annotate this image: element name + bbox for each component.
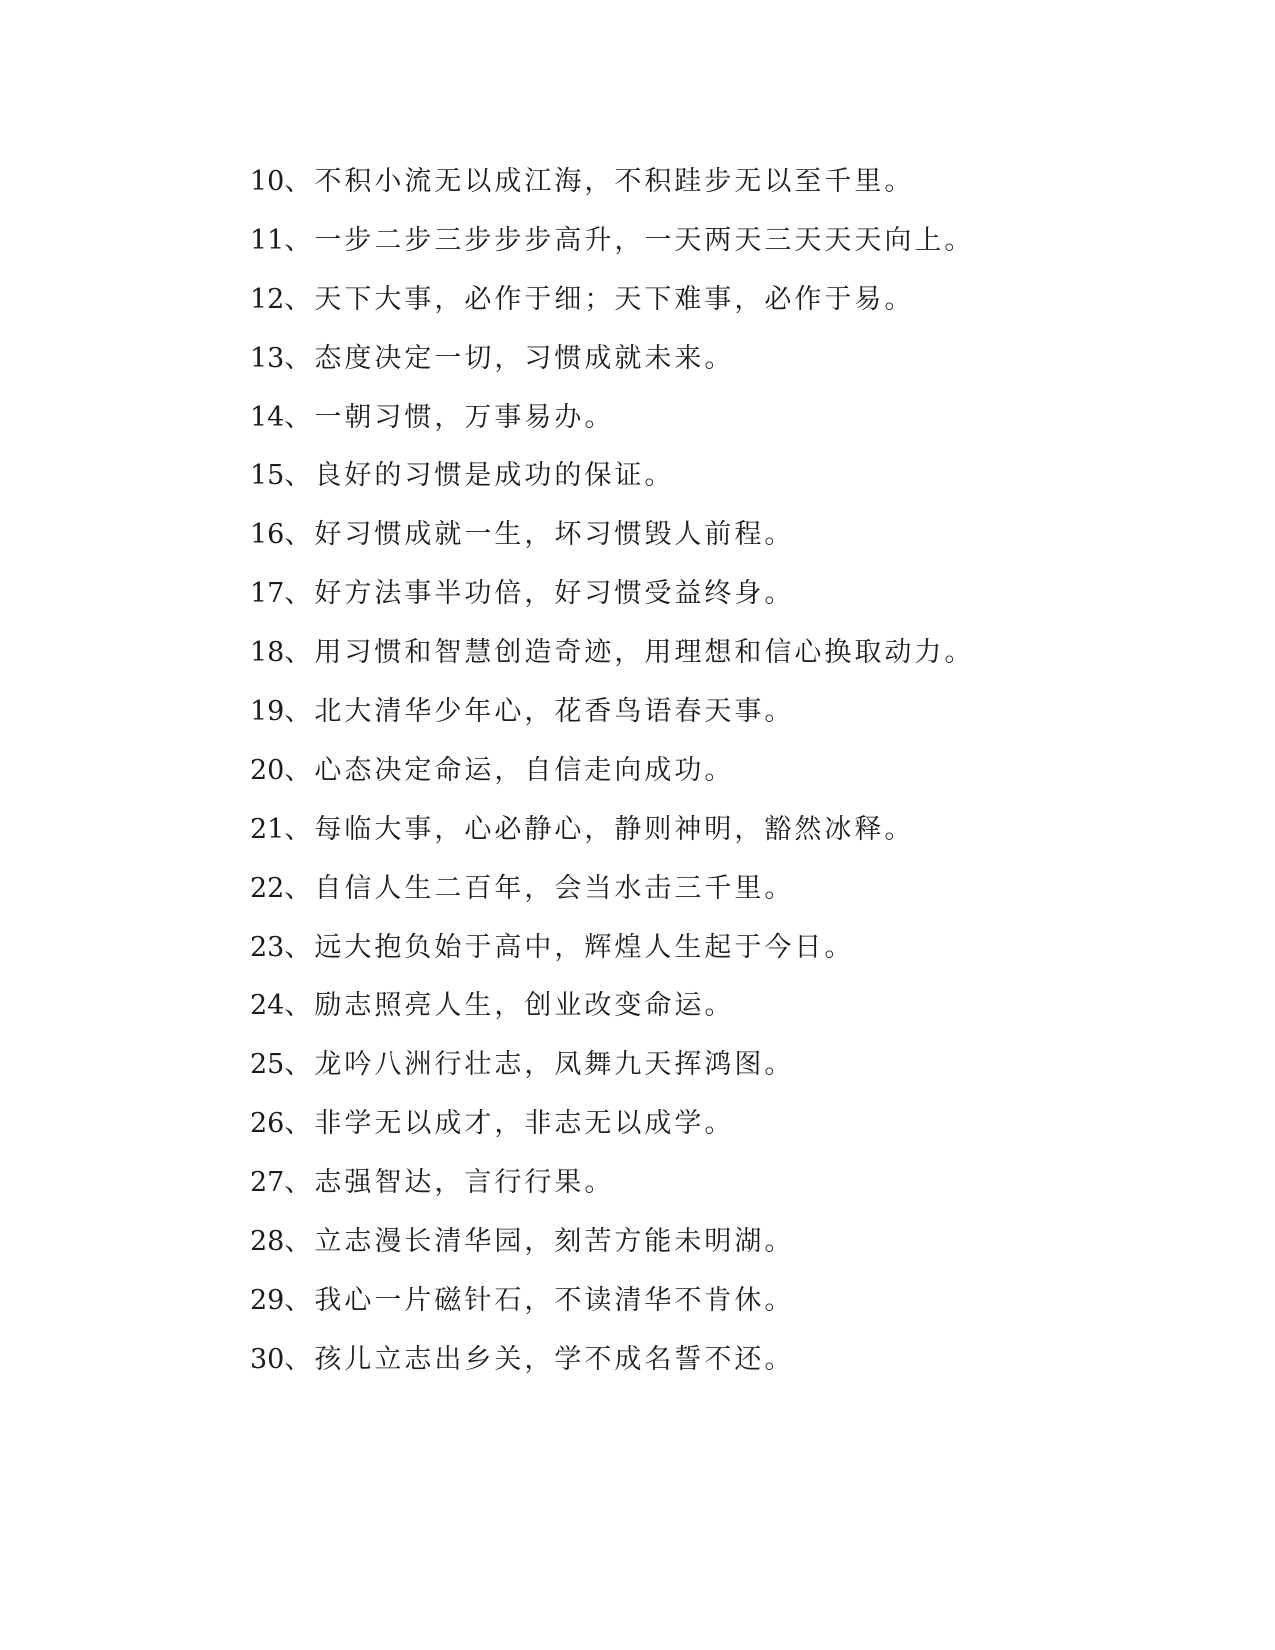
item-number: 10 [250, 166, 285, 197]
item-text: 、天下大事，必作于细；天下难事，必作于易。 [284, 283, 915, 315]
list-item [250, 1045, 1150, 1104]
list-item [250, 869, 1150, 928]
item-text: 、志强智达，言行行果。 [284, 1167, 615, 1199]
item-number: 12 [250, 283, 285, 315]
item-number: 25 [250, 1049, 285, 1081]
item-number: 22 [250, 872, 285, 904]
list-item [250, 398, 1150, 457]
item-number: 15 [250, 460, 285, 492]
item-number: 30 [250, 1343, 285, 1375]
list-item [250, 751, 1150, 810]
list-item [250, 280, 1150, 339]
item-text: 、态度决定一切，习惯成就未来。 [284, 342, 735, 374]
item-text: 、一步二步三步步步高升，一天两天三天天天向上。 [284, 224, 975, 256]
item-number: 28 [250, 1226, 285, 1258]
list-item [250, 633, 1150, 692]
list-item [250, 456, 1150, 515]
item-number: 21 [250, 813, 285, 845]
item-text: 、龙吟八洲行壮志，凤舞九天挥鸿图。 [284, 1049, 795, 1081]
item-number: 11 [250, 224, 285, 256]
item-number: 14 [250, 401, 285, 433]
item-text: 、立志漫长清华园，刻苦方能未明湖。 [284, 1226, 795, 1258]
list-item [250, 1104, 1150, 1163]
list-item [250, 692, 1150, 751]
item-text: 、用习惯和智慧创造奇迹，用理想和信心换取动力。 [284, 637, 975, 669]
item-number: 16 [250, 519, 285, 551]
item-text: 、好习惯成就一生，坏习惯毁人前程。 [284, 519, 795, 551]
list-item [250, 162, 1150, 221]
item-text: 、好方法事半功倍，好习惯受益终身。 [284, 578, 795, 610]
item-text: 、一朝习惯，万事易办。 [284, 401, 615, 433]
item-number: 20 [250, 754, 285, 786]
list-item [250, 986, 1150, 1045]
item-number: 27 [250, 1167, 285, 1199]
item-number: 26 [250, 1108, 285, 1140]
item-text: 、心态决定命运，自信走向成功。 [284, 754, 735, 786]
item-text: 、北大清华少年心，花香鸟语春天事。 [284, 696, 795, 728]
item-number: 24 [250, 990, 285, 1022]
list-item [250, 1222, 1150, 1281]
item-text: 、不积小流无以成江海，不积跬步无以至千里。 [284, 166, 915, 197]
item-text: 、孩儿立志出乡关，学不成名誓不还。 [284, 1343, 795, 1375]
item-text: 、自信人生二百年，会当水击三千里。 [284, 872, 795, 904]
motto-list [250, 162, 1150, 1399]
item-text: 、远大抱负始于高中，辉煌人生起于今日。 [284, 931, 855, 963]
list-item [250, 221, 1150, 280]
list-item [250, 810, 1150, 869]
list-item [250, 1163, 1150, 1222]
item-text: 、良好的习惯是成功的保证。 [284, 460, 675, 492]
item-text: 、我心一片磁针石，不读清华不肯休。 [284, 1284, 795, 1316]
item-number: 23 [250, 931, 285, 963]
list-item [250, 339, 1150, 398]
item-text: 、每临大事，心必静心，静则神明，豁然冰释。 [284, 813, 915, 845]
item-number: 29 [250, 1284, 285, 1316]
list-item [250, 515, 1150, 574]
item-number: 18 [250, 637, 285, 669]
list-item [250, 1340, 1150, 1399]
item-number: 13 [250, 342, 285, 374]
item-number: 19 [250, 696, 285, 728]
list-item [250, 928, 1150, 987]
item-text: 、非学无以成才，非志无以成学。 [284, 1108, 735, 1140]
list-item [250, 574, 1150, 633]
item-text: 、励志照亮人生，创业改变命运。 [284, 990, 735, 1022]
list-item [250, 1281, 1150, 1340]
item-number: 17 [250, 578, 285, 610]
